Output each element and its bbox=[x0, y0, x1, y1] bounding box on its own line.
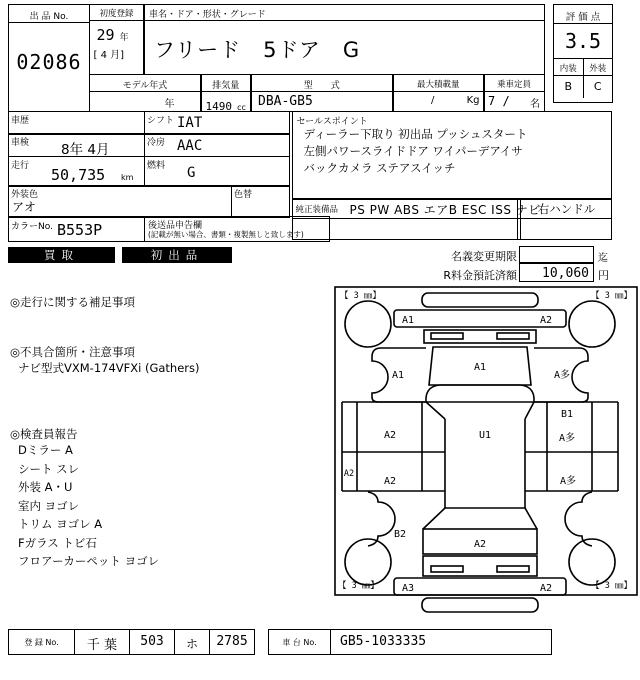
model-year-value: 年 bbox=[164, 98, 175, 110]
windshield bbox=[426, 385, 534, 402]
color-no-label: カラーNo. bbox=[11, 222, 53, 232]
pillar-lines-rear bbox=[423, 508, 537, 529]
shift-value: IAT bbox=[177, 114, 203, 131]
car-name-box bbox=[143, 4, 545, 75]
sales-points-label: セールスポイント bbox=[296, 116, 368, 127]
sales-point-line: 左側パワースライドドア ワイパーデアイサ bbox=[303, 143, 523, 158]
exterior-grade: C bbox=[593, 80, 602, 93]
registration-kana: ホ bbox=[175, 630, 210, 654]
defects-heading: ◎不具合箇所・注意事項 bbox=[10, 345, 136, 359]
equipment-label: 純正装備品 bbox=[295, 205, 339, 215]
registration-label: 登 録 No. bbox=[9, 630, 75, 654]
ac-value: AAC bbox=[177, 138, 203, 154]
inspector-report-heading: ◎検査員報告 bbox=[10, 427, 78, 441]
first-registration-label: 初度登録 bbox=[90, 5, 144, 21]
mileage-value: 50,735 bbox=[51, 165, 106, 184]
diagram-label-right-front-door-1: B1 bbox=[560, 409, 574, 420]
later-items-label: 後送品申告欄 bbox=[148, 221, 203, 231]
fuel-value: G bbox=[187, 164, 196, 181]
front-right-wheel bbox=[569, 301, 615, 347]
diagram-label-left-fender: A1 bbox=[391, 370, 405, 381]
rear-bumper-edge bbox=[422, 598, 538, 612]
diagram-label-tailgate: A2 bbox=[473, 539, 487, 550]
displacement-unit: cc bbox=[237, 102, 246, 112]
recycle-fee-unit: 円 bbox=[598, 269, 609, 282]
mileage-note-heading: ◎走行に関する補足事項 bbox=[10, 295, 136, 309]
inspection-label: 車検 bbox=[11, 138, 30, 148]
lot-number-box bbox=[8, 4, 90, 112]
diagram-label-left-sill: A2 bbox=[343, 469, 355, 479]
exterior-color-label: 外装色 bbox=[11, 190, 39, 200]
front-left-wheel bbox=[345, 301, 391, 347]
exterior-label: 外装 bbox=[589, 64, 607, 74]
color-no-value: B553P bbox=[57, 221, 103, 239]
diagram-label-rear-bumper-left: A3 bbox=[401, 583, 415, 594]
front-lamp-left bbox=[431, 333, 463, 339]
sales-point-line: バックカメラ ステアスイッチ bbox=[303, 160, 456, 175]
buyout-badge: 買取 bbox=[8, 247, 115, 263]
mileage-label: 走行 bbox=[11, 160, 30, 171]
inspector-report-line: Fガラス トビ石 bbox=[18, 535, 97, 550]
inspector-report-line: 室内 ヨゴレ bbox=[18, 498, 80, 513]
recycle-fee-label: R料金預託済額 bbox=[443, 269, 517, 282]
chassis-value: GB5-1033335 bbox=[340, 634, 427, 649]
max-load-value: / bbox=[431, 94, 435, 106]
first-registration-month: [ 4 月] bbox=[93, 50, 125, 61]
first-registration-year: 29 bbox=[96, 26, 115, 44]
mileage-row bbox=[8, 156, 290, 187]
recycle-fee-value: 10,060 bbox=[519, 263, 594, 282]
first-registration-box bbox=[89, 4, 145, 75]
first-registration-year-unit: 年 bbox=[119, 33, 129, 43]
first-listing-badge: 初出品 bbox=[122, 247, 232, 263]
displacement-value: 1490 bbox=[205, 99, 233, 113]
lot-number-value: 02086 bbox=[16, 50, 82, 74]
interior-grade: B bbox=[554, 76, 584, 98]
lot-number-label: 出 品 No. bbox=[9, 5, 89, 23]
grade-score: 3.5 bbox=[554, 24, 612, 59]
pillar-lines-front bbox=[426, 402, 534, 419]
registration-table bbox=[8, 629, 255, 655]
exterior-color-row bbox=[8, 185, 290, 218]
tire-tread-top-right: 【 3 ㎜】 bbox=[591, 291, 632, 301]
name-change-deadline-suffix: 迄 bbox=[598, 253, 608, 264]
history-row bbox=[8, 111, 290, 135]
diagram-label-left-quarter: B2 bbox=[393, 529, 407, 540]
interior-label: 内装 bbox=[554, 59, 584, 75]
model-code-value: DBA-GB5 bbox=[258, 93, 313, 109]
inspection-row bbox=[8, 133, 290, 157]
divider bbox=[144, 112, 145, 134]
capacity-cell bbox=[483, 74, 545, 113]
grade-label: 評 価 点 bbox=[554, 5, 612, 24]
inspector-report-line: フロアーカーペット ヨゴレ bbox=[18, 554, 160, 568]
max-load-cell bbox=[392, 74, 485, 113]
model-year-label: モデル年式 bbox=[90, 75, 201, 92]
later-items-note: (記載が無い場合、書類・複製無しと致します) bbox=[148, 230, 304, 239]
color-no-row bbox=[8, 216, 330, 242]
divider bbox=[231, 186, 232, 217]
max-load-unit: Kg bbox=[466, 94, 480, 106]
mileage-unit: km bbox=[121, 172, 134, 182]
displacement-label: 排気量 bbox=[201, 75, 251, 92]
steering-position: 右ハンドル bbox=[537, 202, 596, 216]
diagram-label-left-rear-door: A2 bbox=[383, 476, 397, 487]
fuel-label: 燃料 bbox=[147, 160, 166, 171]
rear-right-wheel-arch bbox=[565, 492, 592, 546]
model-code-label: 型 式 bbox=[251, 75, 393, 92]
diagram-label-right-rear-door: A多 bbox=[559, 476, 577, 487]
divider bbox=[144, 134, 145, 156]
equipment-value: PS PW ABS エアB ESC ISS ナビ bbox=[349, 203, 541, 217]
color-change-label: 色替 bbox=[234, 190, 253, 200]
front-lamp-right bbox=[497, 333, 529, 339]
diagram-label-hood: A1 bbox=[473, 362, 487, 373]
exterior-color-value: アオ bbox=[12, 199, 36, 214]
front-grille bbox=[424, 330, 536, 343]
diagram-label-left-front-door: A2 bbox=[383, 430, 397, 441]
damage-diagram bbox=[334, 286, 638, 620]
grade-box bbox=[553, 4, 613, 103]
rear-lamp-right bbox=[497, 566, 529, 572]
tire-tread-top-left: 【 3 ㎜】 bbox=[340, 291, 381, 301]
shift-label: シフト bbox=[147, 115, 175, 126]
divider bbox=[144, 217, 145, 241]
diagram-label-rear-bumper-right: A2 bbox=[539, 583, 553, 594]
divider bbox=[144, 157, 145, 186]
sales-point-line: ディーラー下取り 初出品 プッシュスタート bbox=[303, 126, 528, 141]
capacity-value: 7 / bbox=[488, 93, 510, 108]
rear-lamp-left bbox=[431, 566, 463, 572]
ac-label: 冷房 bbox=[147, 138, 166, 148]
capacity-label: 乗車定員 bbox=[484, 75, 544, 92]
diagram-label-right-front-door-2: A多 bbox=[558, 433, 576, 444]
car-name-value: フリード 5ドア G bbox=[154, 38, 361, 62]
chassis-label: 車 台 No. bbox=[269, 630, 331, 654]
inspector-report-line: 外装 A・U bbox=[18, 480, 73, 494]
rear-left-wheel-arch bbox=[368, 492, 395, 546]
history-label: 車歴 bbox=[11, 115, 30, 126]
registration-class: 503 bbox=[130, 630, 175, 654]
displacement-cell bbox=[200, 74, 252, 113]
model-code-cell bbox=[250, 74, 394, 113]
equipment-box bbox=[292, 198, 613, 240]
max-load-label: 最大積載量 bbox=[393, 75, 484, 92]
inspector-report-line: トリム ヨゴレ A bbox=[18, 517, 103, 531]
name-change-deadline-box bbox=[519, 246, 594, 263]
inspection-value: 8年 4月 bbox=[61, 142, 110, 158]
registration-number: 2785 bbox=[216, 634, 248, 649]
diagram-label-front-bumper-right: A2 bbox=[539, 315, 553, 326]
model-year-cell bbox=[89, 74, 202, 113]
diagram-label-right-fender: A多 bbox=[553, 370, 571, 381]
inspector-report-line: Dミラー A bbox=[18, 443, 73, 457]
defect-line: ナビ型式VXM-174VFXi (Gathers) bbox=[18, 361, 200, 375]
diagram-label-front-bumper-left: A1 bbox=[401, 315, 415, 326]
inspector-report-line: シート スレ bbox=[18, 461, 80, 476]
tire-tread-bottom-left: 【 3 ㎜】 bbox=[338, 581, 379, 591]
sales-points-box bbox=[292, 111, 613, 200]
tire-tread-bottom-right: 【 3 ㎜】 bbox=[591, 581, 632, 591]
registration-area: 千 葉 bbox=[75, 630, 130, 654]
name-change-deadline-label: 名義変更期限 bbox=[451, 250, 517, 263]
capacity-unit: 名 bbox=[530, 98, 540, 110]
chassis-table bbox=[268, 629, 552, 655]
inspector-report-list bbox=[18, 441, 159, 571]
front-bumper-edge bbox=[422, 293, 538, 307]
car-name-label: 車名・ドア・形状・グレード bbox=[144, 5, 544, 21]
diagram-label-roof: U1 bbox=[478, 430, 492, 441]
